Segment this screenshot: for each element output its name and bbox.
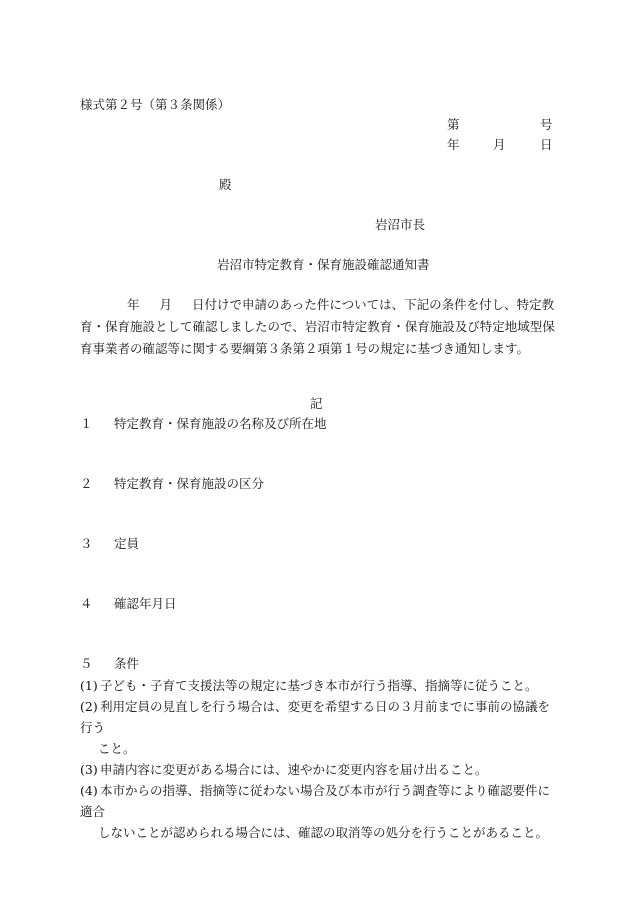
condition-item xyxy=(80,696,560,759)
item-number: ３ xyxy=(80,536,93,551)
item-1 xyxy=(80,418,327,431)
item-4 xyxy=(80,598,177,611)
item-2 xyxy=(80,478,264,491)
item-label: 特定教育・保育施設の名称及び所在地 xyxy=(114,416,327,431)
condition-text-continued: こと。 xyxy=(98,741,136,756)
document-title: 岩沼市特定教育・保育施設確認通知書 xyxy=(217,257,430,272)
item-label: 定員 xyxy=(114,536,140,551)
item-label: 確認年月日 xyxy=(114,596,177,611)
item-label: 特定教育・保育施設の区分 xyxy=(114,476,265,491)
item-3 xyxy=(80,538,139,551)
date-year-label: 年 xyxy=(447,137,460,152)
item-label: 条件 xyxy=(114,656,140,671)
item-number: １ xyxy=(80,416,93,431)
condition-item xyxy=(80,759,560,780)
addressee-suffix: 殿 xyxy=(219,177,232,192)
condition-text-continued: しないことが認められる場合には、確認の取消等の処分を行うことがあること。 xyxy=(98,825,549,840)
document-number-suffix: 号 xyxy=(540,117,553,132)
condition-text: 利用定員の見直しを行う場合は、変更を希望する日の３月前までに事前の協議を行う xyxy=(80,699,551,735)
issuer-name: 岩沼市長 xyxy=(375,217,426,232)
form-label: 様式第２号（第３条関係） xyxy=(80,97,231,112)
item-number: ５ xyxy=(80,656,93,671)
condition-text: 本市からの指導、指摘等に従わない場合及び本市が行う調査等により確認要件に適合 xyxy=(80,783,551,819)
body-paragraph xyxy=(80,294,558,360)
condition-text: 申請内容に変更がある場合には、速やかに変更内容を届け出ること。 xyxy=(100,762,488,777)
condition-label: (1) xyxy=(80,678,98,693)
condition-label: (2) xyxy=(80,699,98,714)
body-date-year: 年 xyxy=(127,297,140,312)
item-5 xyxy=(80,658,139,671)
ki-heading: 記 xyxy=(310,396,323,411)
item-number: ２ xyxy=(80,476,93,491)
document-number-prefix: 第 xyxy=(447,117,460,132)
conditions-list xyxy=(80,675,560,843)
condition-label: (4) xyxy=(80,783,98,798)
body-date-month: 月 xyxy=(159,297,173,312)
condition-item xyxy=(80,780,560,843)
date-month-label: 月 xyxy=(493,137,506,152)
condition-text: 子ども・子育て支援法等の規定に基づき本市が行う指導、指摘等に従うこと。 xyxy=(100,678,538,693)
item-number: ４ xyxy=(80,596,93,611)
date-day-label: 日 xyxy=(540,137,553,152)
body-text: 日付けで申請のあった件については、下記の条件を付し、特定教育・保育施設として確認しましたので、岩沼市特定教育・保育施設及び特定地域型保育事業者の確認等に関する要綱第３条第２項第１号の規定に基づき通知します。 xyxy=(80,297,555,356)
condition-item xyxy=(80,675,560,696)
condition-label: (3) xyxy=(80,762,98,777)
